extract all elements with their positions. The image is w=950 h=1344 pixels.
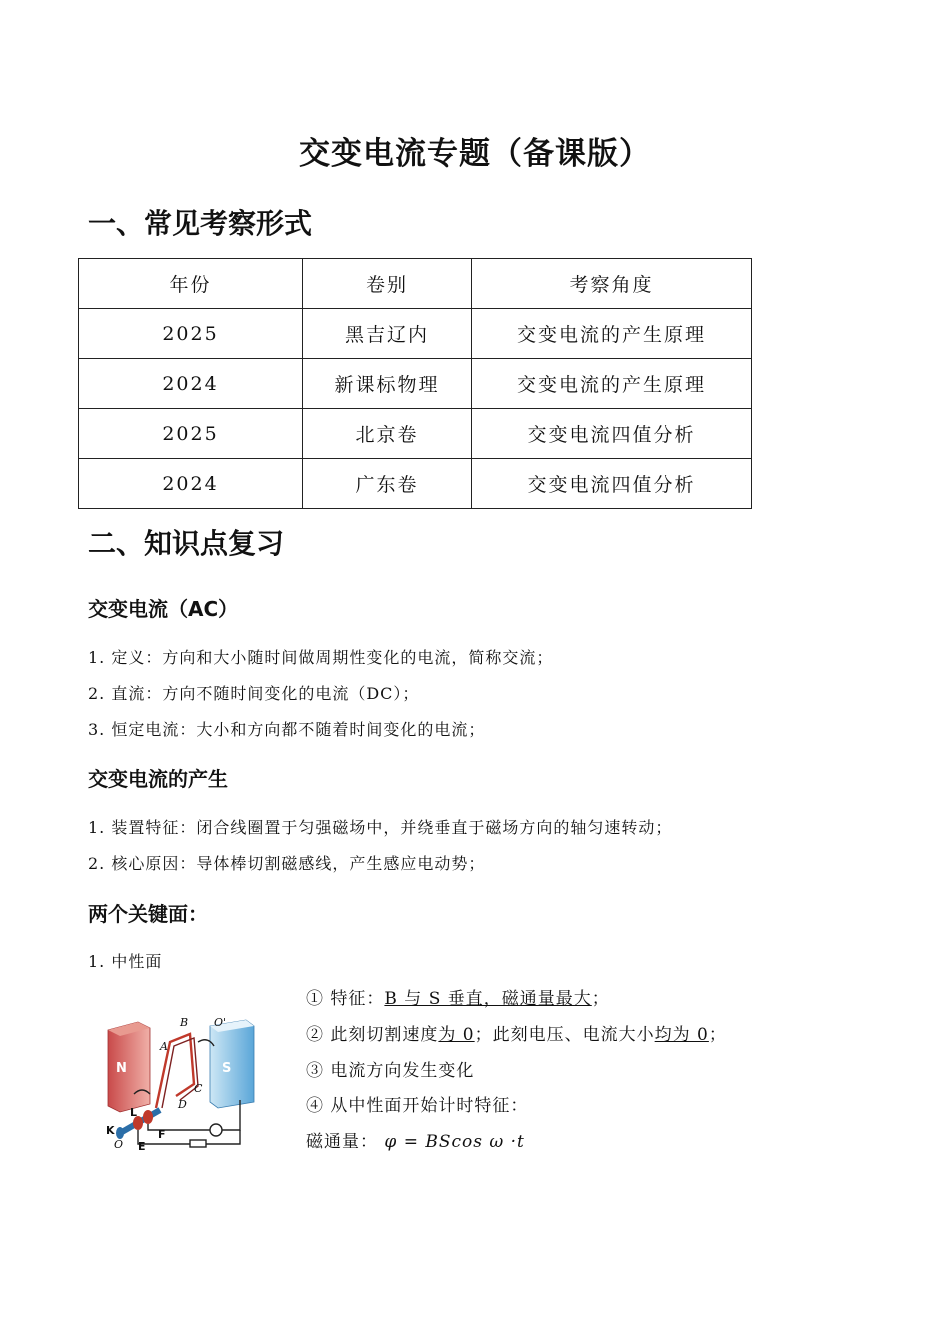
flux-line	[306, 1127, 525, 1152]
table-cell-angle: 交变电流四值分析	[472, 459, 752, 509]
feature-4: ④ 从中性面开始计时特征：	[306, 1096, 529, 1116]
ac-item-dc: 2. 直流：方向不随时间变化的电流（DC）；	[88, 684, 420, 703]
flux-label: 磁通量：	[306, 1132, 378, 1152]
label-c: C	[194, 1082, 203, 1095]
table-cell-year: 2025	[79, 409, 303, 459]
label-b: B	[180, 1016, 189, 1029]
table-cell-angle: 交变电流的产生原理	[472, 359, 752, 409]
table-header-angle: 考察角度	[472, 259, 752, 309]
table-row	[79, 459, 752, 509]
table-cell-paper: 黑吉辽内	[303, 309, 472, 359]
label-f: F	[158, 1128, 166, 1141]
table-cell-year: 2024	[79, 459, 303, 509]
north-pole-magnet	[108, 1022, 150, 1112]
table-header-row	[79, 259, 752, 309]
table-row	[79, 359, 752, 409]
feature-1-underlined: B 与 S 垂直，磁通量最大	[384, 989, 592, 1009]
table-header-year: 年份	[79, 259, 303, 309]
generation-item-cause: 2. 核心原因：导体棒切割磁感线，产生感应电动势；	[88, 854, 486, 873]
section-heading-review: 二、知识点复习	[88, 527, 285, 560]
subheading-generation: 交变电流的产生	[88, 767, 228, 791]
feature-2-part-d: 均为 0	[654, 1025, 709, 1045]
label-a: A	[160, 1040, 168, 1053]
feature-3: ③ 电流方向发生变化	[306, 1061, 475, 1081]
feature-2-part-b: 为 0	[438, 1025, 475, 1045]
subheading-key-faces: 两个关键面：	[88, 902, 208, 926]
label-o: O	[114, 1138, 124, 1151]
exam-table	[78, 258, 752, 509]
table-cell-year: 2024	[79, 359, 303, 409]
feature-2-part-e: ；	[708, 1025, 727, 1045]
flux-formula: φ = BScos ω ·t	[384, 1132, 525, 1152]
generation-item-device: 1. 装置特征：闭合线圈置于匀强磁场中，并绕垂直于磁场方向的轴匀速转动；	[88, 818, 673, 837]
key-face-neutral: 1. 中性面	[88, 952, 163, 971]
south-pole-magnet	[210, 1020, 254, 1108]
ac-item-definition: 1. 定义：方向和大小随时间做周期性变化的电流，简称交流；	[88, 648, 554, 667]
magnet-label-s: S	[222, 1061, 232, 1076]
ac-generator-figure	[98, 1012, 258, 1160]
magnet-label-n: N	[116, 1061, 127, 1076]
label-o-prime: O'	[214, 1016, 227, 1029]
feature-1-suffix: ；	[591, 989, 610, 1009]
table-row	[79, 409, 752, 459]
feature-2-part-a: ② 此刻切割速度	[306, 1025, 439, 1045]
table-cell-paper: 广东卷	[303, 459, 472, 509]
section-heading-exam-forms: 一、常见考察形式	[88, 207, 313, 240]
table-row	[79, 309, 752, 359]
label-l: L	[130, 1106, 138, 1119]
feature-1	[306, 984, 610, 1009]
table-cell-paper: 北京卷	[303, 409, 472, 459]
label-e: E	[138, 1140, 146, 1153]
feature-1-prefix: ① 特征：	[306, 989, 385, 1009]
ac-item-constant: 3. 恒定电流：大小和方向都不随着时间变化的电流；	[88, 720, 486, 739]
label-d: D	[178, 1098, 187, 1111]
table-cell-angle: 交变电流四值分析	[472, 409, 752, 459]
table-cell-year: 2025	[79, 309, 303, 359]
feature-2-part-c: ；此刻电压、电流大小	[474, 1025, 655, 1045]
subheading-ac: 交变电流（AC）	[88, 597, 239, 621]
table-header-paper: 卷别	[303, 259, 472, 309]
feature-2	[306, 1020, 727, 1045]
table-cell-paper: 新课标物理	[303, 359, 472, 409]
page-title: 交变电流专题（备课版）	[299, 136, 651, 172]
table-cell-angle: 交变电流的产生原理	[472, 309, 752, 359]
label-k: K	[106, 1124, 115, 1137]
